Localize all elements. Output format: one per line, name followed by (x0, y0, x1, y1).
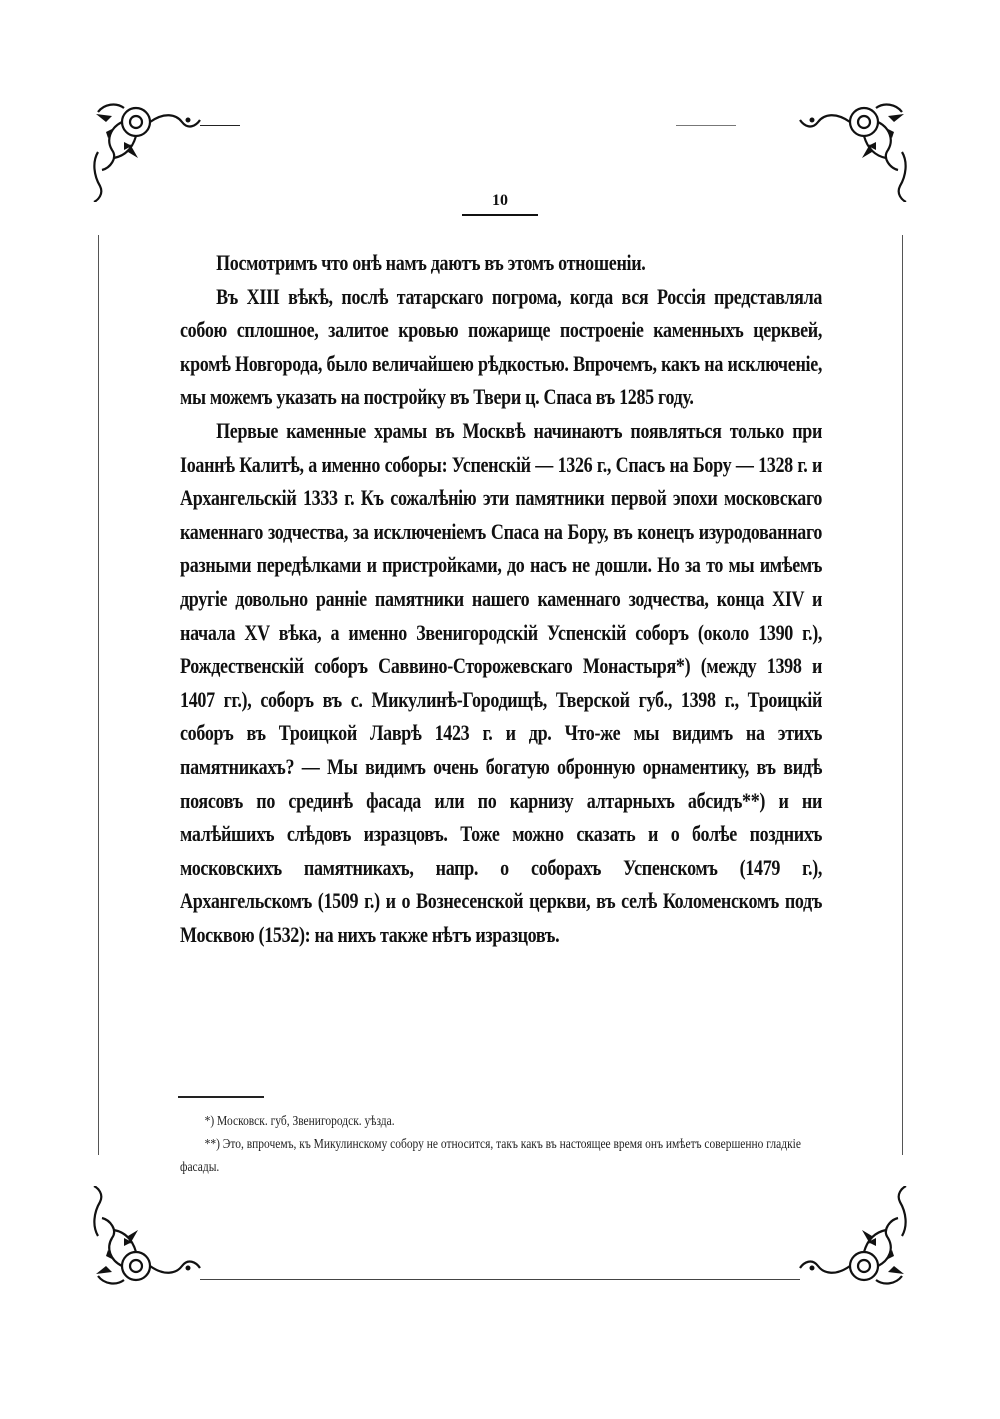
footnotes (180, 1110, 836, 1179)
ornament-top-right-icon (786, 92, 916, 202)
frame-right-line (902, 235, 903, 1155)
ornament-top-left-icon (84, 92, 214, 202)
ornament-bottom-left-icon (84, 1186, 214, 1296)
paragraph-1: Посмотримъ что онѣ намъ даютъ въ этомъ отношеніи. (216, 250, 646, 275)
paragraph-2: Въ XIII вѣкѣ, послѣ татарскаго погрома, когда вся Россія представляла собою сплошное, залитое кровью пожарище построеніе каменныхъ церквей, кромѣ Новгорода, было величайшею рѣдкостью. Впрочемъ, какъ на исключеніе, мы можемъ указать на постройку въ Твери ц. Спаса въ 1285 году. (180, 283, 823, 410)
footnote-rule (178, 1096, 264, 1098)
frame-left-line (98, 235, 99, 1155)
ornament-bottom-right-icon (786, 1186, 916, 1296)
page-number-rule (462, 214, 538, 216)
paragraph-3: Первые каменные храмы въ Москвѣ начинаютъ появляться только при Іоаннѣ Калитѣ, а именно соборы: Успенскій — 1326 г., Спасъ на Бору — 1328 г. и Архангельскій 1333 г. Къ сожалѣнію эти памятники первой эпохи московскаго каменнаго зодчества, за исключеніемъ Спаса на Бору, въ конецъ изуродованнаго разными передѣлками и пристройками, до насъ не дошли. Но за то мы имѣемъ другіе довольно ранніе памятники нашего каменнаго зодчества, конца XIV и начала XV вѣка, а именно Звенигородскій Успенскій соборъ (около 1390 г.), Рождественскій соборъ Саввино-Сторожевскаго Монастыря*) (между 1398 и 1407 гг.), соборъ въ с. Микулинѣ-Городищѣ, Тверской губ., 1398 г., Троицкій соборъ въ Троицкой Лаврѣ 1423 г. и др. Что-же мы видимъ на этихъ памятникахъ? — Мы видимъ очень богатую обронную орнаментику, въ видѣ поясовъ по срединѣ фасада или по карнизу алтарныхъ абсидъ**) и ни малѣйшихъ слѣдовъ изразцовъ. Тоже можно сказать и о болѣе позднихъ московскихъ памятникахъ, напр. о соборахъ Успенскомъ (1479 г.), Архангельскомъ (1509 г.) и о Вознесенской церкви, въ селѣ Коломенскомъ подъ Москвою (1532): на нихъ также нѣтъ изразцовъ. (180, 417, 823, 947)
page-number: 10 (492, 192, 508, 209)
frame-bottom-line (200, 1279, 800, 1280)
footnote-2: **) Это, впрочемъ, къ Микулинскому собору не относится, такъ какъ въ настоящее время онъ имѣетъ совершенно гладкіе фасады. (180, 1137, 801, 1175)
footnote-1: *) Московск. губ, Звенигородск. уѣзда. (204, 1114, 395, 1129)
main-text (180, 246, 822, 951)
frame-top-right-line (676, 125, 736, 126)
